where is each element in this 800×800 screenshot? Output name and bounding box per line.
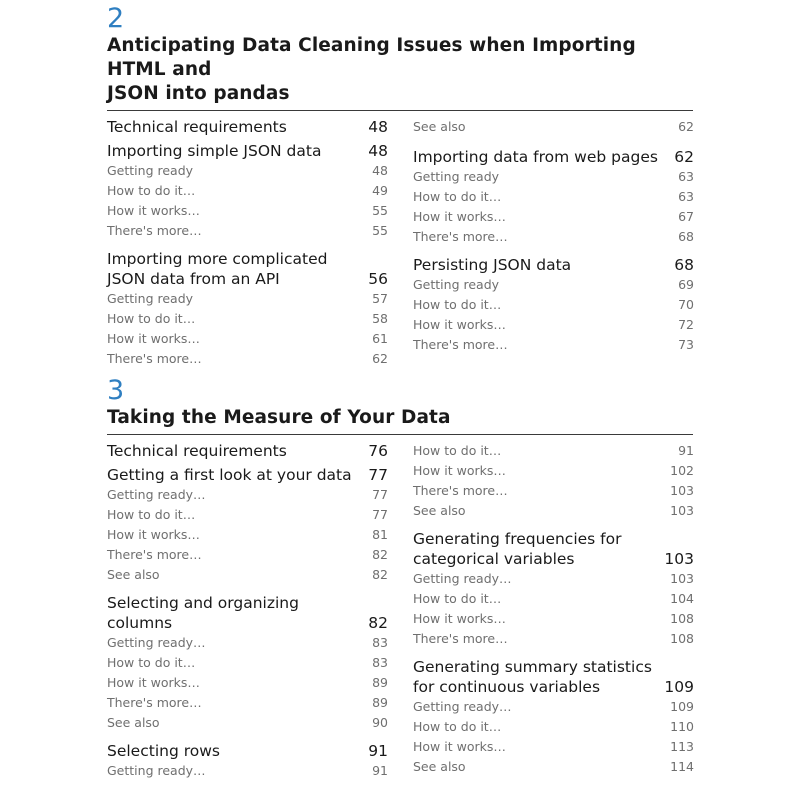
toc-subentry-page: 103 xyxy=(670,503,694,518)
toc-subentry-label: How it works… xyxy=(413,611,506,626)
chapter-title-line2: JSON into pandas xyxy=(107,83,290,104)
toc-subentry-label: How it works… xyxy=(413,463,506,478)
toc-subentry[interactable] xyxy=(107,181,388,201)
toc-subentry-page: 49 xyxy=(372,183,388,198)
toc-entry-label: Selecting rows xyxy=(107,742,220,760)
toc-subentry-page: 55 xyxy=(372,203,388,218)
toc-columns xyxy=(107,435,693,785)
toc-subentry-label: See also xyxy=(107,567,160,582)
toc-subentry-label: How to do it… xyxy=(107,183,196,198)
toc-subentry[interactable] xyxy=(413,757,694,777)
toc-subentry-page: 61 xyxy=(372,331,388,346)
toc-subentry[interactable] xyxy=(413,569,694,589)
toc-subentry[interactable] xyxy=(107,525,388,545)
toc-entry-label: Technical requirements xyxy=(107,442,287,460)
toc-subentry[interactable] xyxy=(107,201,388,221)
toc-subentry[interactable] xyxy=(413,737,694,757)
toc-subentry[interactable] xyxy=(413,481,694,501)
toc-subentry-label: How to do it… xyxy=(107,507,196,522)
toc-subentry-label: How to do it… xyxy=(413,189,502,204)
toc-subentry-page: 62 xyxy=(678,119,694,134)
toc-entry-label-line1: Generating frequencies for xyxy=(413,530,622,548)
toc-entry-page: 68 xyxy=(674,256,694,274)
chapter-number: 3 xyxy=(107,375,125,406)
toc-subentry[interactable] xyxy=(413,187,694,207)
toc-subentry[interactable] xyxy=(107,505,388,525)
toc-subentry[interactable] xyxy=(107,653,388,673)
toc-entry[interactable] xyxy=(413,255,694,275)
toc-subentry[interactable] xyxy=(107,713,388,733)
toc-entry-label-line1: Generating summary statistics xyxy=(413,658,652,676)
toc-entry[interactable] xyxy=(107,593,388,633)
toc-entry-label: Importing simple JSON data xyxy=(107,142,322,160)
chapter-number: 2 xyxy=(107,3,125,34)
toc-entry-label: Technical requirements xyxy=(107,118,287,136)
toc-subentry-label: There's more… xyxy=(413,337,508,352)
toc-subentry-label: See also xyxy=(107,715,160,730)
toc-subentry[interactable] xyxy=(413,501,694,521)
toc-entry-page: 62 xyxy=(674,148,694,166)
toc-subentry-label: There's more… xyxy=(413,483,508,498)
toc-subentry-page: 91 xyxy=(678,443,694,458)
toc-subentry[interactable] xyxy=(413,207,694,227)
toc-subentry-page: 67 xyxy=(678,209,694,224)
toc-subentry-label: How it works… xyxy=(107,675,200,690)
toc-subentry-label: Getting ready… xyxy=(107,487,206,502)
toc-subentry-page: 103 xyxy=(670,571,694,586)
toc-subentry-page: 63 xyxy=(678,169,694,184)
toc-entry-label: Selecting and organizing columns xyxy=(107,594,299,632)
toc-subentry[interactable] xyxy=(413,227,694,247)
chapter-title: Taking the Measure of Your Data xyxy=(107,407,451,428)
toc-subentry-page: 89 xyxy=(372,675,388,690)
toc-subentry-page: 72 xyxy=(678,317,694,332)
toc-columns xyxy=(107,111,693,381)
toc-subentry-page: 103 xyxy=(670,483,694,498)
toc-entry[interactable] xyxy=(107,441,388,461)
toc-subentry-label: How to do it… xyxy=(107,655,196,670)
toc-subentry-label: Getting ready… xyxy=(107,763,206,778)
toc-subentry-label: How it works… xyxy=(107,203,200,218)
toc-subentry[interactable] xyxy=(107,161,388,181)
toc-subentry-label: Getting ready… xyxy=(413,699,512,714)
toc-subentry[interactable] xyxy=(107,309,388,329)
toc-subentry[interactable] xyxy=(107,693,388,713)
toc-column-right xyxy=(413,437,694,777)
toc-subentry[interactable] xyxy=(413,117,694,137)
toc-subentry[interactable] xyxy=(107,329,388,349)
toc-entry-label-line2: JSON data from an API xyxy=(107,270,280,288)
toc-subentry-page: 109 xyxy=(670,699,694,714)
toc-subentry-page: 91 xyxy=(372,763,388,778)
toc-subentry-label: Getting ready… xyxy=(107,635,206,650)
toc-entry-label-line2: categorical variables xyxy=(413,550,575,568)
toc-subentry[interactable] xyxy=(107,349,388,369)
toc-subentry[interactable] xyxy=(107,565,388,585)
toc-entry-page: 56 xyxy=(368,270,388,288)
toc-subentry-label: Getting ready… xyxy=(413,571,512,586)
toc-subentry-page: 82 xyxy=(372,567,388,582)
toc-subentry-page: 89 xyxy=(372,695,388,710)
toc-entry-page: 82 xyxy=(368,614,388,632)
toc-subentry-page: 102 xyxy=(670,463,694,478)
toc-subentry-page: 58 xyxy=(372,311,388,326)
toc-subentry-label: See also xyxy=(413,503,466,518)
toc-subentry[interactable] xyxy=(107,673,388,693)
toc-subentry[interactable] xyxy=(413,275,694,295)
toc-entry-page: 76 xyxy=(368,442,388,460)
toc-subentry-label: Getting ready xyxy=(107,163,194,178)
toc-entry-label-line1: Importing more complicated xyxy=(107,250,328,268)
toc-subentry-label: There's more… xyxy=(107,351,202,366)
toc-subentry-label: Getting ready xyxy=(413,277,500,292)
toc-subentry-page: 48 xyxy=(372,163,388,178)
toc-entry-label-line2: for continuous variables xyxy=(413,678,601,696)
toc-subentry-page: 77 xyxy=(372,487,388,502)
toc-subentry-page: 113 xyxy=(670,739,694,754)
toc-subentry[interactable] xyxy=(413,609,694,629)
chapter-2 xyxy=(107,4,693,381)
toc-subentry-label: There's more… xyxy=(413,631,508,646)
toc-column-left xyxy=(107,437,388,781)
toc-subentry-page: 104 xyxy=(670,591,694,606)
toc-entry-page: 103 xyxy=(664,550,694,568)
toc-entry[interactable] xyxy=(107,117,388,137)
toc-subentry[interactable] xyxy=(413,441,694,461)
toc-entry-page: 48 xyxy=(368,118,388,136)
toc-subentry-page: 108 xyxy=(670,611,694,626)
toc-subentry-label: How to do it… xyxy=(413,719,502,734)
toc-subentry-page: 70 xyxy=(678,297,694,312)
toc-subentry-page: 81 xyxy=(372,527,388,542)
toc-entry[interactable] xyxy=(413,529,694,569)
toc-entry[interactable] xyxy=(107,141,388,161)
toc-subentry[interactable] xyxy=(413,295,694,315)
toc-subentry-page: 55 xyxy=(372,223,388,238)
toc-subentry-label: How it works… xyxy=(413,209,506,224)
toc-subentry-page: 69 xyxy=(678,277,694,292)
toc-subentry-label: See also xyxy=(413,119,466,134)
toc-subentry-label: There's more… xyxy=(107,223,202,238)
toc-entry-label: Getting a first look at your data xyxy=(107,466,352,484)
toc-subentry-label: Getting ready xyxy=(413,169,500,184)
toc-subentry-page: 82 xyxy=(372,547,388,562)
toc-subentry[interactable] xyxy=(107,545,388,565)
toc-entry-page: 48 xyxy=(368,142,388,160)
toc-entry[interactable] xyxy=(107,465,388,485)
toc-subentry[interactable] xyxy=(413,717,694,737)
toc-entry-page: 109 xyxy=(664,678,694,696)
toc-entry[interactable] xyxy=(413,657,694,697)
toc-subentry[interactable] xyxy=(413,589,694,609)
toc-subentry-page: 108 xyxy=(670,631,694,646)
toc-subentry-label: How to do it… xyxy=(413,443,502,458)
toc-entry-label: Importing data from web pages xyxy=(413,148,658,166)
toc-subentry-page: 62 xyxy=(372,351,388,366)
toc-subentry[interactable] xyxy=(107,221,388,241)
toc-subentry[interactable] xyxy=(413,167,694,187)
toc-subentry[interactable] xyxy=(107,289,388,309)
toc-subentry-page: 83 xyxy=(372,635,388,650)
toc-subentry-label: How to do it… xyxy=(107,311,196,326)
toc-subentry[interactable] xyxy=(107,761,388,781)
chapter-3 xyxy=(107,376,693,785)
toc-subentry[interactable] xyxy=(107,485,388,505)
toc-subentry[interactable] xyxy=(107,633,388,653)
toc-subentry[interactable] xyxy=(413,697,694,717)
toc-subentry-page: 90 xyxy=(372,715,388,730)
toc-subentry[interactable] xyxy=(413,335,694,355)
toc-subentry[interactable] xyxy=(413,461,694,481)
toc-subentry-page: 73 xyxy=(678,337,694,352)
toc-subentry-label: How it works… xyxy=(413,739,506,754)
toc-subentry-page: 114 xyxy=(670,759,694,774)
toc-subentry-page: 83 xyxy=(372,655,388,670)
toc-subentry-page: 77 xyxy=(372,507,388,522)
toc-entry-label: Persisting JSON data xyxy=(413,256,572,274)
toc-entry[interactable] xyxy=(107,741,388,761)
toc-subentry-label: How it works… xyxy=(413,317,506,332)
toc-subentry-label: How to do it… xyxy=(413,297,502,312)
toc-subentry-label: There's more… xyxy=(107,547,202,562)
toc-entry[interactable] xyxy=(413,147,694,167)
toc-entry-page: 91 xyxy=(368,742,388,760)
toc-subentry-label: How it works… xyxy=(107,527,200,542)
toc-subentry-label: There's more… xyxy=(413,229,508,244)
toc-subentry-page: 57 xyxy=(372,291,388,306)
toc-column-left xyxy=(107,113,388,369)
toc-subentry-page: 68 xyxy=(678,229,694,244)
toc-subentry-label: How it works… xyxy=(107,331,200,346)
chapter-title-line1: Anticipating Data Cleaning Issues when Importing HTML and xyxy=(107,35,636,80)
toc-subentry[interactable] xyxy=(413,629,694,649)
toc-subentry-page: 110 xyxy=(670,719,694,734)
toc-subentry-label: How to do it… xyxy=(413,591,502,606)
toc-subentry-page: 63 xyxy=(678,189,694,204)
toc-subentry-label: There's more… xyxy=(107,695,202,710)
toc-entry[interactable] xyxy=(107,249,388,289)
toc-subentry-label: Getting ready xyxy=(107,291,194,306)
toc-subentry-label: See also xyxy=(413,759,466,774)
toc-column-right xyxy=(413,113,694,355)
toc-entry-page: 77 xyxy=(368,466,388,484)
toc-subentry[interactable] xyxy=(413,315,694,335)
